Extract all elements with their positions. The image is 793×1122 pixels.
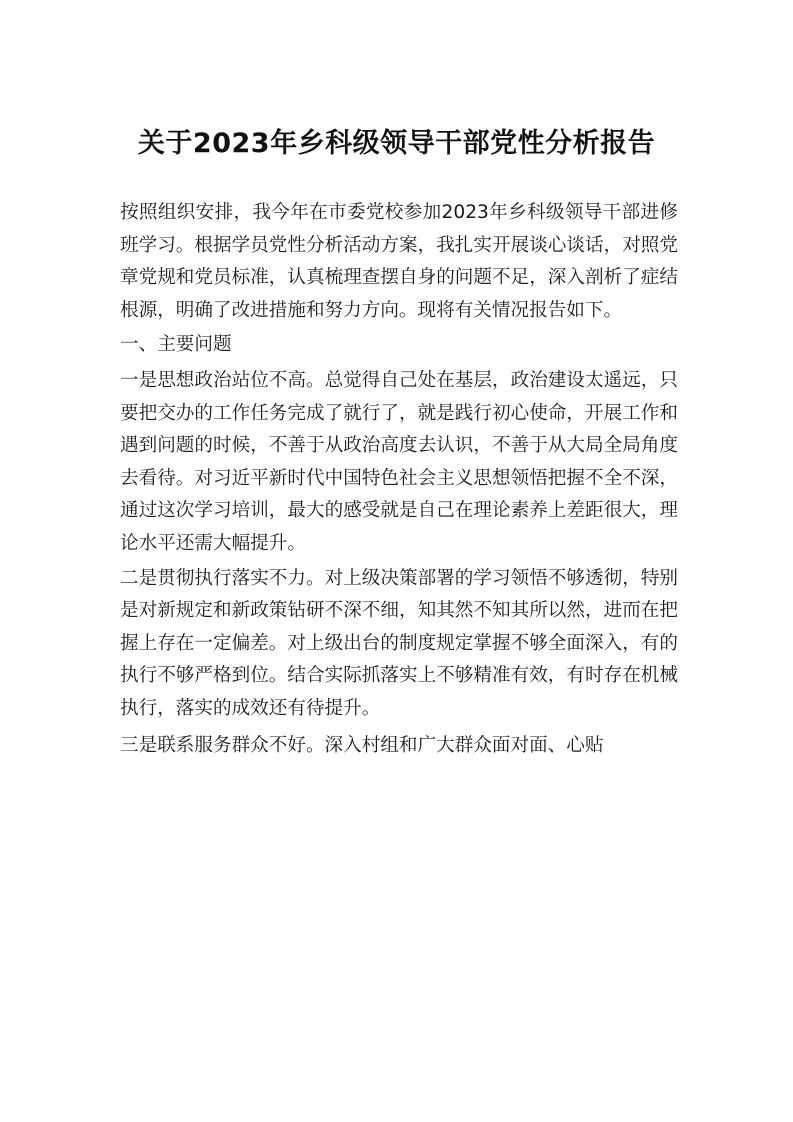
problem-paragraph-2: 二是贯彻执行落实不力。对上级决策部署的学习领悟不够透彻，特别是对新规定和新政策钻研不深不细，知其然不知其所以然，进而在把握上存在一定偏差。对上级出台的制度规定掌握不够全面深入，有的执行不够严格到位。结合实际抓落实上不够精准有效，有时存在机械执行，落实的成效还有待提升。 — [120, 567, 678, 719]
document-body — [120, 197, 678, 762]
problem-paragraph-1: 一是思想政治站位不高。总觉得自己处在基层，政治建设太遥远，只要把交办的工作任务完成了就行了，就是践行初心使命，开展工作和遇到问题的时候，不善于从政治高度去认识，不善于从大局全局角度去看待。对习近平新时代中国特色社会主义思想领悟把握不全不深，通过这次学习培训，最大的感受就是自己在理论素养上差距很大，理论水平还需大幅提升。 — [120, 369, 678, 554]
intro-paragraph: 按照组织安排，我今年在市委党校参加2023年乡科级领导干部进修班学习。根据学员党性分析活动方案，我扎实开展谈心谈话，对照党章党规和党员标准，认真梳理查摆自身的问题不足，深入剖析了症结根源，明确了改进措施和努力方向。现将有关情况报告如下。 — [120, 202, 678, 321]
problem-paragraph-3: 三是联系服务群众不好。深入村组和广大群众面对面、心贴 — [120, 734, 604, 756]
section-heading-main-problems: 一、主要问题 — [120, 334, 232, 356]
document-title: 关于2023年乡科级领导干部党性分析报告 — [137, 128, 656, 159]
